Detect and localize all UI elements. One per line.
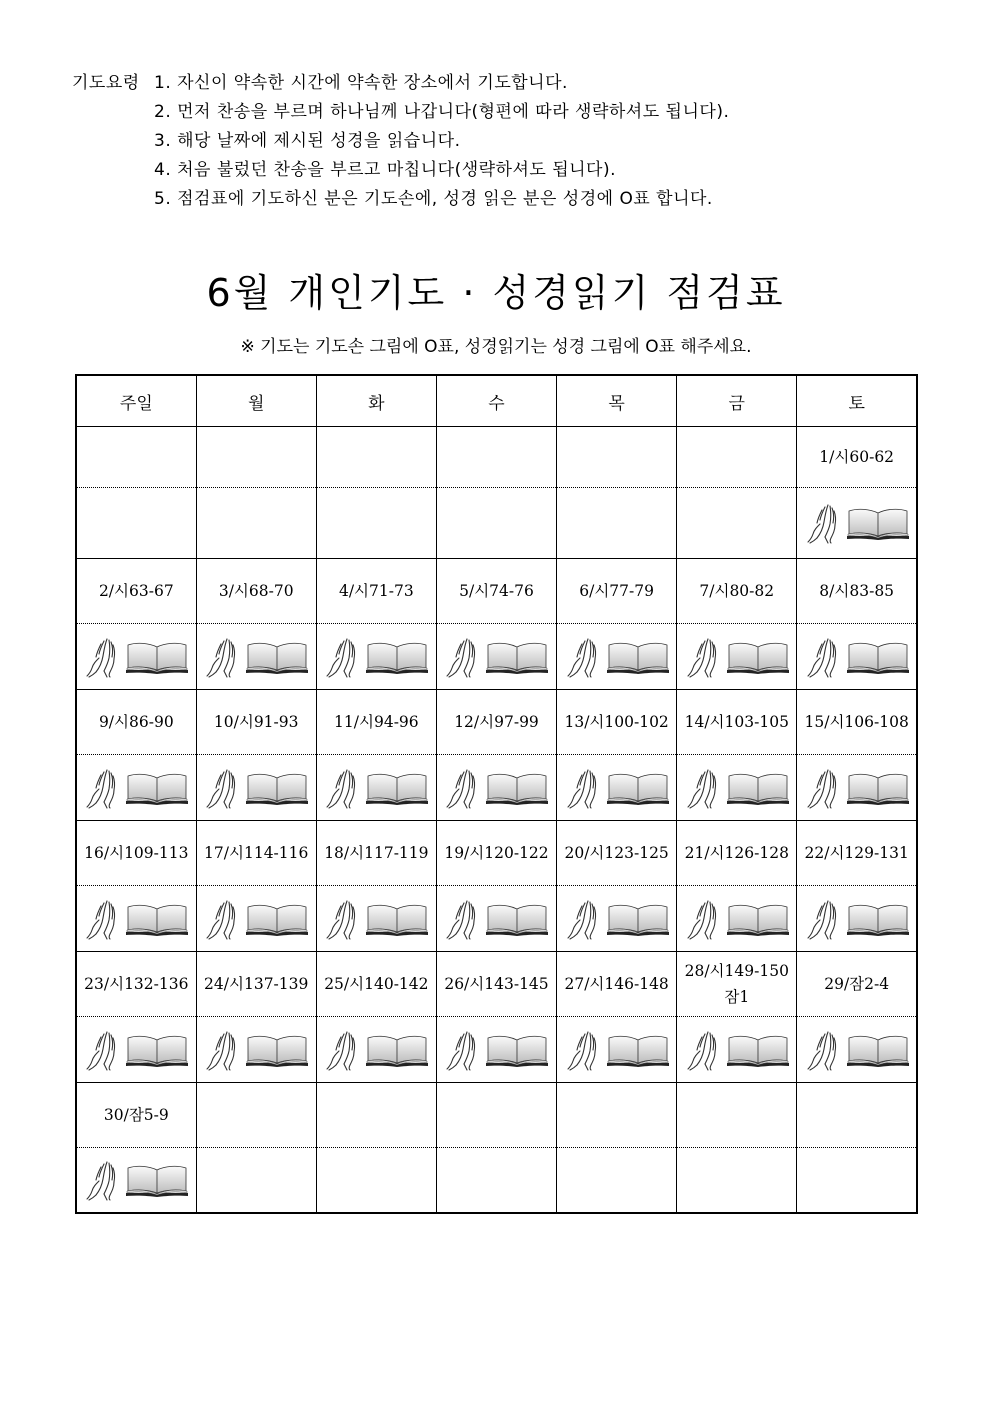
reading-assignment: 4/시71-73	[338, 582, 414, 600]
reading-cell	[557, 1083, 677, 1148]
open-bible-icon[interactable]	[606, 639, 670, 675]
page-title: 6월 개인기도 · 성경읽기 점검표	[206, 271, 786, 315]
open-bible-icon[interactable]	[365, 901, 429, 937]
reading-assignment: 8/시83-85	[819, 582, 895, 600]
praying-hands-icon[interactable]	[804, 636, 844, 678]
open-bible-icon[interactable]	[846, 505, 910, 541]
reading-cell	[76, 427, 196, 488]
reading-assignment: 19/시120-122	[444, 844, 549, 862]
open-bible-icon[interactable]	[245, 901, 309, 937]
check-cell	[797, 1017, 917, 1083]
check-icons	[197, 767, 316, 809]
reading-assignment: 28/시149-150 잠1	[684, 962, 789, 1006]
reading-assignment: 5/시74-76	[459, 582, 534, 600]
praying-hands-icon[interactable]	[443, 898, 483, 940]
reading-cell	[677, 559, 797, 624]
check-cell	[196, 624, 316, 690]
check-icons	[317, 898, 436, 940]
check-icons	[197, 636, 316, 678]
check-cell	[797, 1148, 917, 1214]
check-cell	[436, 755, 556, 821]
praying-hands-icon[interactable]	[804, 767, 844, 809]
open-bible-icon[interactable]	[365, 770, 429, 806]
reading-assignment: 1/시60-62	[819, 448, 895, 466]
check-icons	[677, 898, 796, 940]
check-cell	[316, 488, 436, 559]
praying-hands-icon[interactable]	[804, 502, 844, 544]
check-row	[76, 1017, 917, 1083]
instructions-label: 기도요령	[72, 73, 140, 93]
reading-assignment: 2/시63-67	[98, 582, 174, 600]
check-cell	[196, 1148, 316, 1214]
weekday-header: 월	[196, 375, 316, 427]
praying-hands-icon[interactable]	[564, 898, 604, 940]
reading-cell	[316, 821, 436, 886]
check-icons	[77, 1029, 196, 1071]
check-cell	[316, 624, 436, 690]
check-cell	[677, 488, 797, 559]
check-icons	[797, 636, 916, 678]
reading-cell	[316, 559, 436, 624]
praying-hands-icon[interactable]	[564, 636, 604, 678]
check-icons	[557, 767, 676, 809]
check-icons	[317, 1029, 436, 1071]
reading-assignment: 27/시146-148	[564, 975, 669, 993]
praying-hands-icon[interactable]	[83, 1029, 123, 1071]
reading-cell	[436, 690, 556, 755]
check-icons	[677, 767, 796, 809]
open-bible-icon[interactable]	[606, 770, 670, 806]
reading-assignment: 21/시126-128	[684, 844, 789, 862]
reading-row	[76, 952, 917, 1017]
instruction-line-2	[72, 95, 952, 124]
reading-cell	[436, 1083, 556, 1148]
reading-cell	[797, 690, 917, 755]
praying-hands-icon[interactable]	[684, 898, 724, 940]
praying-hands-icon[interactable]	[684, 636, 724, 678]
reading-cell	[196, 690, 316, 755]
instruction-line-1	[72, 66, 952, 95]
instruction-text: 5. 점검표에 기도하신 분은 기도손에, 성경 읽은 분은 성경에 O표 합니다.	[154, 189, 713, 209]
praying-hands-icon[interactable]	[203, 636, 243, 678]
praying-hands-icon[interactable]	[323, 767, 363, 809]
weekday-header: 수	[436, 375, 556, 427]
check-cell	[797, 624, 917, 690]
reading-assignment: 17/시114-116	[204, 844, 309, 862]
reading-cell	[677, 1083, 797, 1148]
check-icons	[797, 1029, 916, 1071]
check-cell	[797, 755, 917, 821]
reading-cell	[196, 1083, 316, 1148]
check-icons	[677, 636, 796, 678]
check-cell	[196, 1017, 316, 1083]
open-bible-icon[interactable]	[365, 639, 429, 675]
reading-cell	[797, 559, 917, 624]
reading-assignment: 22/시129-131	[804, 844, 909, 862]
check-icons	[797, 767, 916, 809]
check-cell	[677, 1017, 797, 1083]
check-cell	[557, 624, 677, 690]
reading-assignment: 3/시68-70	[218, 582, 294, 600]
reading-cell	[316, 427, 436, 488]
check-cell	[76, 886, 196, 952]
check-cell	[316, 1017, 436, 1083]
reading-row	[76, 559, 917, 624]
check-cell	[797, 886, 917, 952]
check-cell	[196, 755, 316, 821]
praying-hands-icon[interactable]	[443, 636, 483, 678]
open-bible-icon[interactable]	[245, 770, 309, 806]
open-bible-icon[interactable]	[125, 1032, 189, 1068]
check-cell	[316, 1148, 436, 1214]
reading-cell	[196, 559, 316, 624]
check-cell	[557, 886, 677, 952]
instruction-text: 4. 처음 불렀던 찬송을 부르고 마칩니다(생략하셔도 됩니다).	[154, 160, 617, 180]
open-bible-icon[interactable]	[365, 1032, 429, 1068]
reading-cell	[436, 427, 556, 488]
open-bible-icon[interactable]	[245, 1032, 309, 1068]
open-bible-icon[interactable]	[846, 901, 910, 937]
check-cell	[436, 1148, 556, 1214]
check-icons	[197, 898, 316, 940]
reading-assignment: 7/시80-82	[699, 582, 775, 600]
open-bible-icon[interactable]	[846, 770, 910, 806]
check-cell	[797, 488, 917, 559]
check-cell	[557, 1148, 677, 1214]
reading-cell	[557, 821, 677, 886]
reading-assignment: 14/시103-105	[684, 713, 789, 731]
check-icons	[77, 1159, 196, 1201]
check-icons	[557, 898, 676, 940]
reading-assignment: 24/시137-139	[204, 975, 309, 993]
check-icons	[437, 1029, 556, 1071]
reading-cell	[677, 821, 797, 886]
checklist-table	[75, 374, 918, 1214]
praying-hands-icon[interactable]	[443, 1029, 483, 1071]
weekday-header: 목	[557, 375, 677, 427]
open-bible-icon[interactable]	[606, 1032, 670, 1068]
praying-hands-icon[interactable]	[83, 636, 123, 678]
usage-note: ※ 기도는 기도손 그림에 O표, 성경읽기는 성경 그림에 O표 해주세요.	[240, 337, 752, 357]
reading-cell	[677, 952, 797, 1017]
reading-cell	[797, 952, 917, 1017]
weekday-header: 토	[797, 375, 917, 427]
check-cell	[557, 755, 677, 821]
check-icons	[557, 636, 676, 678]
reading-cell	[196, 821, 316, 886]
praying-hands-icon[interactable]	[684, 1029, 724, 1071]
check-row	[76, 886, 917, 952]
check-icons	[437, 767, 556, 809]
praying-hands-icon[interactable]	[203, 1029, 243, 1071]
praying-hands-icon[interactable]	[83, 767, 123, 809]
check-row	[76, 755, 917, 821]
check-icons	[437, 636, 556, 678]
reading-assignment: 26/시143-145	[444, 975, 549, 993]
reading-cell	[316, 952, 436, 1017]
praying-hands-icon[interactable]	[443, 767, 483, 809]
weekday-header: 금	[677, 375, 797, 427]
reading-cell	[76, 690, 196, 755]
instruction-line-5	[72, 182, 952, 211]
praying-hands-icon[interactable]	[83, 1159, 123, 1201]
praying-hands-icon[interactable]	[323, 636, 363, 678]
open-bible-icon[interactable]	[726, 901, 790, 937]
check-row	[76, 1148, 917, 1214]
instruction-line-3	[72, 124, 952, 153]
open-bible-icon[interactable]	[485, 1032, 549, 1068]
open-bible-icon[interactable]	[125, 1162, 189, 1198]
reading-assignment: 29/잠2-4	[824, 975, 890, 993]
reading-assignment: 13/시100-102	[564, 713, 669, 731]
check-cell	[436, 488, 556, 559]
reading-cell	[76, 559, 196, 624]
check-cell	[677, 624, 797, 690]
praying-hands-icon[interactable]	[804, 1029, 844, 1071]
open-bible-icon[interactable]	[606, 901, 670, 937]
praying-hands-icon[interactable]	[323, 1029, 363, 1071]
weekday-header: 화	[316, 375, 436, 427]
weekday-header-row	[76, 375, 917, 427]
reading-assignment: 25/시140-142	[324, 975, 429, 993]
praying-hands-icon[interactable]	[83, 898, 123, 940]
check-icons	[797, 502, 916, 544]
check-row	[76, 624, 917, 690]
check-cell	[76, 1148, 196, 1214]
open-bible-icon[interactable]	[485, 639, 549, 675]
reading-cell	[76, 821, 196, 886]
reading-cell	[76, 952, 196, 1017]
check-cell	[76, 1017, 196, 1083]
open-bible-icon[interactable]	[245, 639, 309, 675]
praying-hands-icon[interactable]	[203, 767, 243, 809]
instruction-text: 2. 먼저 찬송을 부르며 하나님께 나갑니다(형편에 따라 생략하셔도 됩니다).	[154, 102, 730, 122]
reading-cell	[436, 821, 556, 886]
weekday-header: 주일	[76, 375, 196, 427]
check-icons	[677, 1029, 796, 1071]
check-row	[76, 488, 917, 559]
open-bible-icon[interactable]	[846, 1032, 910, 1068]
praying-hands-icon[interactable]	[203, 898, 243, 940]
reading-row	[76, 1083, 917, 1148]
reading-cell	[557, 427, 677, 488]
praying-hands-icon[interactable]	[564, 767, 604, 809]
check-cell	[76, 755, 196, 821]
open-bible-icon[interactable]	[485, 770, 549, 806]
check-cell	[196, 488, 316, 559]
open-bible-icon[interactable]	[846, 639, 910, 675]
reading-row	[76, 690, 917, 755]
open-bible-icon[interactable]	[485, 901, 549, 937]
reading-cell	[557, 952, 677, 1017]
praying-hands-icon[interactable]	[684, 767, 724, 809]
reading-assignment: 9/시86-90	[98, 713, 174, 731]
check-icons	[797, 898, 916, 940]
reading-assignment: 30/잠5-9	[103, 1106, 169, 1124]
reading-cell	[316, 690, 436, 755]
reading-assignment: 10/시91-93	[213, 713, 299, 731]
instruction-text: 1. 자신이 약속한 시간에 약속한 장소에서 기도합니다.	[154, 73, 568, 93]
check-cell	[436, 886, 556, 952]
check-icons	[197, 1029, 316, 1071]
instructions	[72, 66, 952, 211]
reading-assignment: 15/시106-108	[804, 713, 909, 731]
open-bible-icon[interactable]	[125, 901, 189, 937]
reading-cell	[76, 1083, 196, 1148]
reading-assignment: 11/시94-96	[334, 713, 419, 731]
instruction-line-4	[72, 153, 952, 182]
reading-cell	[797, 1083, 917, 1148]
check-icons	[557, 1029, 676, 1071]
check-cell	[436, 1017, 556, 1083]
praying-hands-icon[interactable]	[564, 1029, 604, 1071]
reading-assignment: 20/시123-125	[564, 844, 669, 862]
check-cell	[557, 1017, 677, 1083]
reading-cell	[557, 690, 677, 755]
praying-hands-icon[interactable]	[804, 898, 844, 940]
reading-cell	[436, 559, 556, 624]
reading-cell	[196, 952, 316, 1017]
reading-assignment: 6/시77-79	[579, 582, 654, 600]
reading-cell	[797, 821, 917, 886]
open-bible-icon[interactable]	[125, 770, 189, 806]
check-cell	[557, 488, 677, 559]
check-icons	[77, 898, 196, 940]
check-cell	[316, 755, 436, 821]
reading-assignment: 16/시109-113	[84, 844, 189, 862]
check-cell	[76, 624, 196, 690]
open-bible-icon[interactable]	[125, 639, 189, 675]
instruction-text: 3. 해당 날짜에 제시된 성경을 읽습니다.	[154, 131, 461, 151]
check-cell	[316, 886, 436, 952]
check-icons	[317, 767, 436, 809]
check-cell	[436, 624, 556, 690]
open-bible-icon[interactable]	[726, 639, 790, 675]
check-icons	[317, 636, 436, 678]
check-cell	[677, 755, 797, 821]
check-cell	[677, 1148, 797, 1214]
reading-row	[76, 427, 917, 488]
reading-cell	[677, 427, 797, 488]
reading-cell	[316, 1083, 436, 1148]
reading-cell	[797, 427, 917, 488]
open-bible-icon[interactable]	[726, 770, 790, 806]
reading-assignment: 23/시132-136	[84, 975, 189, 993]
reading-assignment: 12/시97-99	[454, 713, 539, 731]
reading-cell	[436, 952, 556, 1017]
check-icons	[437, 898, 556, 940]
reading-assignment: 18/시117-119	[324, 844, 429, 862]
reading-cell	[677, 690, 797, 755]
check-cell	[196, 886, 316, 952]
open-bible-icon[interactable]	[726, 1032, 790, 1068]
reading-row	[76, 821, 917, 886]
check-cell	[677, 886, 797, 952]
check-icons	[77, 767, 196, 809]
reading-cell	[557, 559, 677, 624]
reading-cell	[196, 427, 316, 488]
check-cell	[76, 488, 196, 559]
praying-hands-icon[interactable]	[323, 898, 363, 940]
check-icons	[77, 636, 196, 678]
